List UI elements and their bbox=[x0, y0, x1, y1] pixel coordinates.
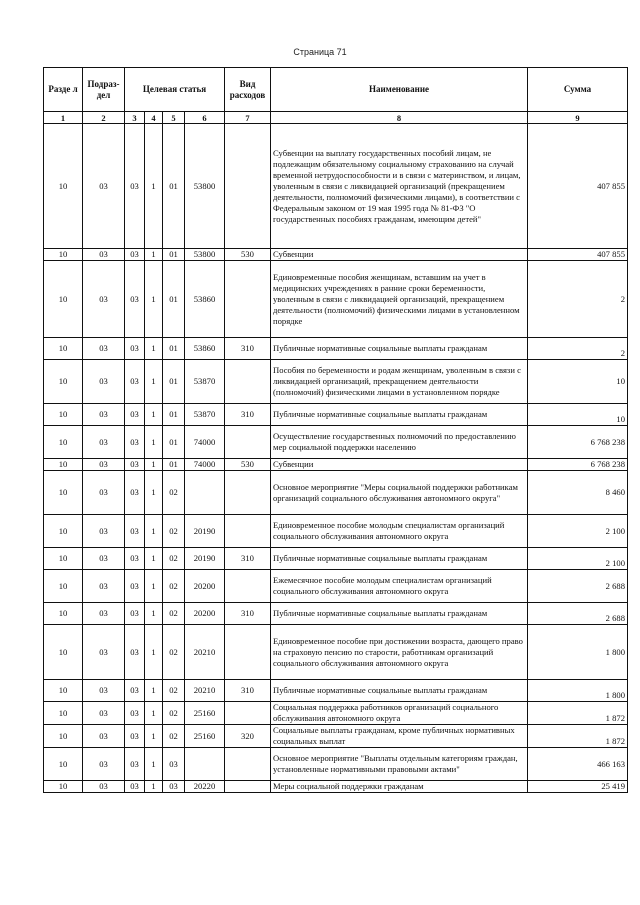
cell-sum: 2 bbox=[528, 261, 628, 338]
cell-razdel: 10 bbox=[44, 725, 83, 748]
cell-name: Публичные нормативные социальные выплаты гражданам bbox=[271, 680, 528, 702]
cell-expense-type bbox=[225, 360, 271, 404]
cell-event: 02 bbox=[163, 725, 185, 748]
cell-subprogram: 1 bbox=[145, 338, 163, 360]
cell-expense-type: 310 bbox=[225, 338, 271, 360]
cell-podrazdel: 03 bbox=[83, 338, 125, 360]
cell-program: 03 bbox=[125, 124, 145, 249]
cell-program: 03 bbox=[125, 261, 145, 338]
cell-podrazdel: 03 bbox=[83, 548, 125, 570]
cell-podrazdel: 03 bbox=[83, 459, 125, 471]
cell-event: 01 bbox=[163, 360, 185, 404]
cell-podrazdel: 03 bbox=[83, 471, 125, 515]
cell-name: Публичные нормативные социальные выплаты гражданам bbox=[271, 603, 528, 625]
table-row bbox=[44, 360, 628, 404]
cell-expense-type bbox=[225, 124, 271, 249]
cell-program: 03 bbox=[125, 702, 145, 725]
cell-program: 03 bbox=[125, 459, 145, 471]
cell-name: Осуществление государственных полномочий по предоставлению мер социальной поддержки населению bbox=[271, 426, 528, 459]
table-row bbox=[44, 261, 628, 338]
cell-expense-type: 310 bbox=[225, 680, 271, 702]
cell-podrazdel: 03 bbox=[83, 781, 125, 793]
column-number: 1 bbox=[44, 112, 83, 124]
cell-sum: 10 bbox=[528, 404, 628, 426]
cell-subprogram: 1 bbox=[145, 680, 163, 702]
cell-razdel: 10 bbox=[44, 515, 83, 548]
cell-razdel: 10 bbox=[44, 261, 83, 338]
cell-podrazdel: 03 bbox=[83, 404, 125, 426]
cell-expense-type: 310 bbox=[225, 404, 271, 426]
table-row bbox=[44, 603, 628, 625]
cell-program: 03 bbox=[125, 781, 145, 793]
cell-sum: 1 800 bbox=[528, 680, 628, 702]
cell-expense-type bbox=[225, 261, 271, 338]
cell-sum: 1 872 bbox=[528, 725, 628, 748]
cell-direction: 74000 bbox=[185, 459, 225, 471]
cell-podrazdel: 03 bbox=[83, 680, 125, 702]
cell-direction: 20190 bbox=[185, 548, 225, 570]
table-row bbox=[44, 548, 628, 570]
cell-sum: 466 163 bbox=[528, 748, 628, 781]
cell-direction bbox=[185, 471, 225, 515]
cell-name: Субвенции на выплату государственных пособий лицам, не подлежащим обязательному социальному страхованию на случай временной нетрудоспособности и в связи с материнством, и лицам, уволенным в связи с ликвидацией организаций (прекращением деятельности, полномочий физическими лицами), в соответствии с Федеральным законом от 19 мая 1995 года № 81-ФЗ "О государственных пособиях гражданам, имеющим детей" bbox=[271, 124, 528, 249]
cell-subprogram: 1 bbox=[145, 124, 163, 249]
cell-event: 02 bbox=[163, 680, 185, 702]
column-number-row bbox=[44, 112, 628, 124]
cell-name: Меры социальной поддержки гражданам bbox=[271, 781, 528, 793]
cell-program: 03 bbox=[125, 426, 145, 459]
cell-expense-type bbox=[225, 625, 271, 680]
cell-sum: 10 bbox=[528, 360, 628, 404]
table-row bbox=[44, 748, 628, 781]
cell-sum: 6 768 238 bbox=[528, 426, 628, 459]
cell-expense-type bbox=[225, 471, 271, 515]
cell-program: 03 bbox=[125, 249, 145, 261]
column-number: 2 bbox=[83, 112, 125, 124]
cell-program: 03 bbox=[125, 748, 145, 781]
cell-program: 03 bbox=[125, 515, 145, 548]
cell-event: 01 bbox=[163, 459, 185, 471]
cell-direction: 20220 bbox=[185, 781, 225, 793]
cell-sum: 2 688 bbox=[528, 570, 628, 603]
cell-sum: 8 460 bbox=[528, 471, 628, 515]
table-header-row bbox=[44, 68, 628, 112]
cell-program: 03 bbox=[125, 603, 145, 625]
column-number: 5 bbox=[163, 112, 185, 124]
cell-podrazdel: 03 bbox=[83, 249, 125, 261]
cell-subprogram: 1 bbox=[145, 781, 163, 793]
cell-razdel: 10 bbox=[44, 360, 83, 404]
cell-program: 03 bbox=[125, 570, 145, 603]
cell-event: 03 bbox=[163, 781, 185, 793]
table-row bbox=[44, 515, 628, 548]
cell-event: 01 bbox=[163, 124, 185, 249]
cell-razdel: 10 bbox=[44, 781, 83, 793]
cell-razdel: 10 bbox=[44, 426, 83, 459]
cell-event: 01 bbox=[163, 338, 185, 360]
cell-podrazdel: 03 bbox=[83, 603, 125, 625]
cell-expense-type: 310 bbox=[225, 603, 271, 625]
cell-program: 03 bbox=[125, 404, 145, 426]
cell-subprogram: 1 bbox=[145, 748, 163, 781]
cell-direction: 25160 bbox=[185, 702, 225, 725]
cell-name: Основное мероприятие "Меры социальной поддержки работникам организаций социального обслуживания автономного округа" bbox=[271, 471, 528, 515]
cell-subprogram: 1 bbox=[145, 360, 163, 404]
table-row bbox=[44, 459, 628, 471]
cell-sum: 2 100 bbox=[528, 515, 628, 548]
cell-subprogram: 1 bbox=[145, 548, 163, 570]
header-razdel: Разде л bbox=[44, 68, 83, 112]
cell-event: 01 bbox=[163, 426, 185, 459]
cell-podrazdel: 03 bbox=[83, 515, 125, 548]
column-number: 4 bbox=[145, 112, 163, 124]
cell-podrazdel: 03 bbox=[83, 625, 125, 680]
cell-sum: 2 bbox=[528, 338, 628, 360]
column-number: 6 bbox=[185, 112, 225, 124]
cell-subprogram: 1 bbox=[145, 471, 163, 515]
cell-name: Единовременные пособия женщинам, вставшим на учет в медицинских учреждениях в ранние сроки беременности, уволенным в связи с ликвидацией организаций, прекращением деятельности (полномочий) физическими лицами в установленном порядке bbox=[271, 261, 528, 338]
cell-podrazdel: 03 bbox=[83, 748, 125, 781]
table-row bbox=[44, 404, 628, 426]
cell-razdel: 10 bbox=[44, 702, 83, 725]
cell-sum: 6 768 238 bbox=[528, 459, 628, 471]
cell-razdel: 10 bbox=[44, 404, 83, 426]
cell-name: Субвенции bbox=[271, 459, 528, 471]
cell-direction: 53870 bbox=[185, 360, 225, 404]
cell-razdel: 10 bbox=[44, 570, 83, 603]
cell-razdel: 10 bbox=[44, 548, 83, 570]
cell-podrazdel: 03 bbox=[83, 725, 125, 748]
cell-podrazdel: 03 bbox=[83, 570, 125, 603]
table-row bbox=[44, 338, 628, 360]
cell-sum: 2 688 bbox=[528, 603, 628, 625]
cell-name: Публичные нормативные социальные выплаты гражданам bbox=[271, 404, 528, 426]
cell-direction: 74000 bbox=[185, 426, 225, 459]
table-row bbox=[44, 725, 628, 748]
cell-program: 03 bbox=[125, 625, 145, 680]
cell-subprogram: 1 bbox=[145, 404, 163, 426]
table-row bbox=[44, 570, 628, 603]
cell-name: Публичные нормативные социальные выплаты гражданам bbox=[271, 338, 528, 360]
header-podrazdel: Подраз- дел bbox=[83, 68, 125, 112]
cell-sum: 25 419 bbox=[528, 781, 628, 793]
cell-event: 01 bbox=[163, 249, 185, 261]
cell-direction: 53860 bbox=[185, 338, 225, 360]
cell-program: 03 bbox=[125, 338, 145, 360]
cell-expense-type bbox=[225, 748, 271, 781]
cell-expense-type bbox=[225, 781, 271, 793]
header-target-article: Целевая статья bbox=[125, 68, 225, 112]
cell-expense-type: 530 bbox=[225, 249, 271, 261]
cell-event: 03 bbox=[163, 748, 185, 781]
cell-direction: 20200 bbox=[185, 603, 225, 625]
cell-expense-type bbox=[225, 426, 271, 459]
cell-program: 03 bbox=[125, 680, 145, 702]
cell-subprogram: 1 bbox=[145, 625, 163, 680]
cell-sum: 1 800 bbox=[528, 625, 628, 680]
cell-podrazdel: 03 bbox=[83, 261, 125, 338]
cell-event: 02 bbox=[163, 515, 185, 548]
cell-direction bbox=[185, 748, 225, 781]
cell-subprogram: 1 bbox=[145, 261, 163, 338]
cell-expense-type: 320 bbox=[225, 725, 271, 748]
cell-subprogram: 1 bbox=[145, 725, 163, 748]
cell-subprogram: 1 bbox=[145, 702, 163, 725]
cell-subprogram: 1 bbox=[145, 570, 163, 603]
cell-direction: 20210 bbox=[185, 625, 225, 680]
cell-sum: 1 872 bbox=[528, 702, 628, 725]
cell-podrazdel: 03 bbox=[83, 702, 125, 725]
cell-event: 02 bbox=[163, 570, 185, 603]
cell-name: Субвенции bbox=[271, 249, 528, 261]
cell-event: 02 bbox=[163, 625, 185, 680]
cell-subprogram: 1 bbox=[145, 459, 163, 471]
cell-event: 02 bbox=[163, 702, 185, 725]
table-row bbox=[44, 124, 628, 249]
cell-program: 03 bbox=[125, 471, 145, 515]
header-sum: Сумма bbox=[528, 68, 628, 112]
cell-direction: 53800 bbox=[185, 249, 225, 261]
cell-event: 02 bbox=[163, 548, 185, 570]
cell-event: 02 bbox=[163, 471, 185, 515]
cell-razdel: 10 bbox=[44, 459, 83, 471]
budget-table bbox=[43, 67, 628, 793]
cell-expense-type bbox=[225, 702, 271, 725]
table-row bbox=[44, 702, 628, 725]
table-row bbox=[44, 625, 628, 680]
table-body bbox=[44, 124, 628, 793]
cell-podrazdel: 03 bbox=[83, 124, 125, 249]
cell-sum: 407 855 bbox=[528, 124, 628, 249]
cell-program: 03 bbox=[125, 360, 145, 404]
header-expense-type: Вид расходов bbox=[225, 68, 271, 112]
cell-expense-type bbox=[225, 570, 271, 603]
header-name: Наименование bbox=[271, 68, 528, 112]
cell-razdel: 10 bbox=[44, 603, 83, 625]
cell-sum: 407 855 bbox=[528, 249, 628, 261]
column-number: 3 bbox=[125, 112, 145, 124]
cell-expense-type bbox=[225, 515, 271, 548]
column-number: 9 bbox=[528, 112, 628, 124]
cell-event: 02 bbox=[163, 603, 185, 625]
table-row bbox=[44, 680, 628, 702]
cell-direction: 20200 bbox=[185, 570, 225, 603]
cell-sum: 2 100 bbox=[528, 548, 628, 570]
cell-podrazdel: 03 bbox=[83, 360, 125, 404]
cell-subprogram: 1 bbox=[145, 249, 163, 261]
cell-direction: 20210 bbox=[185, 680, 225, 702]
cell-subprogram: 1 bbox=[145, 515, 163, 548]
cell-event: 01 bbox=[163, 261, 185, 338]
cell-name: Социальная поддержка работников организаций социального обслуживания автономного округа bbox=[271, 702, 528, 725]
cell-name: Пособия по беременности и родам женщинам, уволенным в связи с ликвидацией организаций, прекращением деятельности (полномочий) физическими лицами в установленном порядке bbox=[271, 360, 528, 404]
table-row bbox=[44, 781, 628, 793]
table-row bbox=[44, 471, 628, 515]
cell-name: Ежемесячное пособие молодым специалистам организаций социального обслуживания автономного округа bbox=[271, 570, 528, 603]
cell-expense-type: 310 bbox=[225, 548, 271, 570]
cell-direction: 53800 bbox=[185, 124, 225, 249]
cell-name: Единовременное пособие при достижении возраста, дающего право на страховую пенсию по старости, работникам организаций социального обслуживания автономного округа bbox=[271, 625, 528, 680]
cell-razdel: 10 bbox=[44, 249, 83, 261]
cell-subprogram: 1 bbox=[145, 603, 163, 625]
cell-direction: 53870 bbox=[185, 404, 225, 426]
column-number: 8 bbox=[271, 112, 528, 124]
cell-razdel: 10 bbox=[44, 680, 83, 702]
table-row bbox=[44, 426, 628, 459]
table-row bbox=[44, 249, 628, 261]
cell-program: 03 bbox=[125, 725, 145, 748]
cell-program: 03 bbox=[125, 548, 145, 570]
cell-razdel: 10 bbox=[44, 124, 83, 249]
cell-podrazdel: 03 bbox=[83, 426, 125, 459]
cell-direction: 53860 bbox=[185, 261, 225, 338]
cell-name: Социальные выплаты гражданам, кроме публичных нормативных социальных выплат bbox=[271, 725, 528, 748]
column-number: 7 bbox=[225, 112, 271, 124]
cell-direction: 20190 bbox=[185, 515, 225, 548]
cell-razdel: 10 bbox=[44, 625, 83, 680]
cell-razdel: 10 bbox=[44, 748, 83, 781]
cell-name: Основное мероприятие "Выплаты отдельным категориям граждан, установленные нормативными правовыми актами" bbox=[271, 748, 528, 781]
cell-razdel: 10 bbox=[44, 471, 83, 515]
cell-razdel: 10 bbox=[44, 338, 83, 360]
cell-expense-type: 530 bbox=[225, 459, 271, 471]
cell-name: Единовременное пособие молодым специалистам организаций социального обслуживания автономного округа bbox=[271, 515, 528, 548]
cell-name: Публичные нормативные социальные выплаты гражданам bbox=[271, 548, 528, 570]
cell-direction: 25160 bbox=[185, 725, 225, 748]
cell-event: 01 bbox=[163, 404, 185, 426]
cell-subprogram: 1 bbox=[145, 426, 163, 459]
page-number-label: Страница 71 bbox=[293, 47, 347, 57]
